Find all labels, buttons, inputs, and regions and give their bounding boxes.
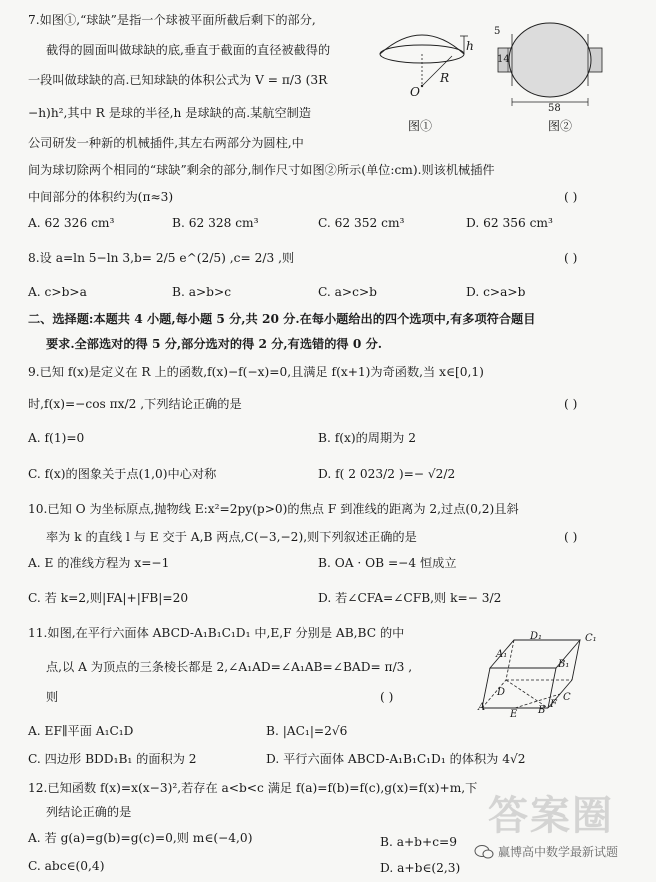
- parallelepiped-label-a: A: [478, 702, 486, 713]
- q11-answer-paren: ( ): [380, 690, 394, 704]
- q8-stem: 8.设 a=ln 5−ln 3,b= 2/5 e^(2/5) ,c= 2/3 ,则: [28, 251, 295, 265]
- figure-1-label-o: O: [410, 85, 420, 99]
- wechat-icon: [474, 844, 494, 860]
- q10-option-d: D. 若∠CFA=∠CFB,则 k=− 3/2: [318, 591, 502, 605]
- parallelepiped-label-c: C: [563, 692, 571, 703]
- q9-line-2: 时,f(x)=−cos πx/2 ,下列结论正确的是: [28, 397, 242, 411]
- q7-line-6: 间为球切除两个相同的“球缺”剩余的部分,制作尺寸如图②所示(单位:cm).则该机械插件: [28, 163, 495, 177]
- q12-option-d: D. a+b∈(2,3): [380, 861, 461, 875]
- q7-line-1: 7.如图①,“球缺”是指一个球被平面所截后剩下的部分,: [28, 13, 316, 27]
- q11-option-a: A. EF∥平面 A₁C₁D: [28, 724, 134, 738]
- q9-answer-paren: ( ): [564, 397, 578, 411]
- q8-option-a: A. c>b>a: [28, 285, 87, 299]
- q12-option-c: C. abc∈(0,4): [28, 859, 105, 873]
- parallelepiped-label-a1: A₁: [496, 649, 508, 660]
- q7-option-b: B. 62 328 cm³: [172, 216, 259, 230]
- q11-option-d: D. 平行六面体 ABCD-A₁B₁C₁D₁ 的体积为 4√2: [266, 752, 526, 766]
- figure-2-label-58: 58: [548, 103, 561, 114]
- q12-option-b: B. a+b+c=9: [380, 835, 457, 849]
- parallelepiped-label-c1: C₁: [585, 633, 597, 644]
- q7-option-a: A. 62 326 cm³: [28, 216, 115, 230]
- q11-option-c: C. 四边形 BDD₁B₁ 的面积为 2: [28, 752, 197, 766]
- q12-line-2: 列结论正确的是: [46, 805, 132, 819]
- watermark-caption: 赢博高中数学最新试题: [498, 845, 619, 859]
- parallelepiped-label-e: E: [510, 709, 518, 720]
- q8-answer-paren: ( ): [564, 251, 578, 265]
- q11-line-2: 点,以 A 为顶点的三条棱长都是 2,∠A₁AD=∠A₁AB=∠BAD= π/3 ,: [46, 660, 413, 674]
- q7-option-c: C. 62 352 cm³: [318, 216, 405, 230]
- q10-option-c: C. 若 k=2,则|FA|+|FB|=20: [28, 591, 189, 605]
- q8-option-d: D. c>a>b: [466, 285, 526, 299]
- q7-line-3: 一段叫做球缺的高.已知球缺的体积公式为 V = π/3 (3R: [28, 73, 328, 87]
- q9-line-1: 9.已知 f(x)是定义在 R 上的函数,f(x)−f(−x)=0,且满足 f(x+1)为奇函数,当 x∈[0,1): [28, 365, 484, 379]
- section-2-heading-line-1: 二、选择题:本题共 4 小题,每小题 5 分,共 20 分.在每小题给出的四个选项中,有多项符合题目: [28, 312, 536, 326]
- figure-1-caption: 图①: [408, 119, 433, 133]
- q11-line-3: 则: [46, 690, 59, 704]
- q12-option-a: A. 若 g(a)=g(b)=g(c)=0,则 m∈(−4,0): [28, 831, 253, 845]
- q7-answer-paren: ( ): [564, 190, 578, 204]
- parallelepiped-label-d: D: [497, 687, 506, 698]
- figure-1-spherical-cap: [372, 24, 482, 114]
- q7-line-5: 公司研发一种新的机械插件,其左右两部分为圆柱,中: [28, 136, 304, 150]
- watermark-logo: 答案圈: [488, 793, 614, 839]
- figure-1-label-h: h: [466, 39, 474, 53]
- q9-option-b: B. f(x)的周期为 2: [318, 431, 416, 445]
- figure-2-label-14: 14: [497, 54, 510, 65]
- q10-answer-paren: ( ): [564, 530, 578, 544]
- q12-line-1: 12.已知函数 f(x)=x(x−3)²,若存在 a<b<c 满足 f(a)=f(b)=f(c),g(x)=f(x)+m,下: [28, 781, 478, 795]
- parallelepiped-label-b1: B₁: [558, 659, 570, 670]
- q9-option-a: A. f(1)=0: [28, 431, 85, 445]
- parallelepiped-label-f: F: [550, 699, 557, 710]
- q11-option-b: B. |AC₁|=2√6: [266, 724, 348, 738]
- q8-option-b: B. a>b>c: [172, 285, 232, 299]
- parallelepiped-label-b: B: [538, 705, 546, 716]
- q10-option-b: B. OA · OB =−4 恒成立: [318, 556, 457, 570]
- q7-option-d: D. 62 356 cm³: [466, 216, 553, 230]
- q7-line-4: −h)h²,其中 R 是球的半径,h 是球缺的高.某航空制造: [28, 106, 312, 120]
- q10-line-1: 10.已知 O 为坐标原点,抛物线 E:x²=2py(p>0)的焦点 F 到准线的距离为 2,过点(0,2)且斜: [28, 502, 519, 516]
- figure-2-caption: 图②: [548, 119, 573, 133]
- q10-option-a: A. E 的准线方程为 x=−1: [28, 556, 170, 570]
- q9-option-d: D. f( 2 023/2 )=− √2/2: [318, 467, 456, 481]
- q9-option-c: C. f(x)的图象关于点(1,0)中心对称: [28, 467, 217, 481]
- q10-line-2: 率为 k 的直线 l 与 E 交于 A,B 两点,C(−3,−2),则下列叙述正确的是: [46, 530, 417, 544]
- figure-1-label-r: R: [440, 71, 450, 85]
- q7-line-7: 中间部分的体积约为(π≈3): [28, 190, 174, 204]
- section-2-heading-line-2: 要求.全部选对的得 5 分,部分选对的得 2 分,有选错的得 0 分.: [46, 337, 382, 351]
- parallelepiped-label-d1: D₁: [530, 631, 543, 642]
- q7-line-2: 截得的圆面叫做球缺的底,垂直于截面的直径被截得的: [46, 43, 331, 57]
- q8-option-c: C. a>c>b: [318, 285, 377, 299]
- q11-line-1: 11.如图,在平行六面体 ABCD-A₁B₁C₁D₁ 中,E,F 分别是 AB,BC 的中: [28, 626, 405, 640]
- figure-2-label-5: 5: [494, 26, 501, 37]
